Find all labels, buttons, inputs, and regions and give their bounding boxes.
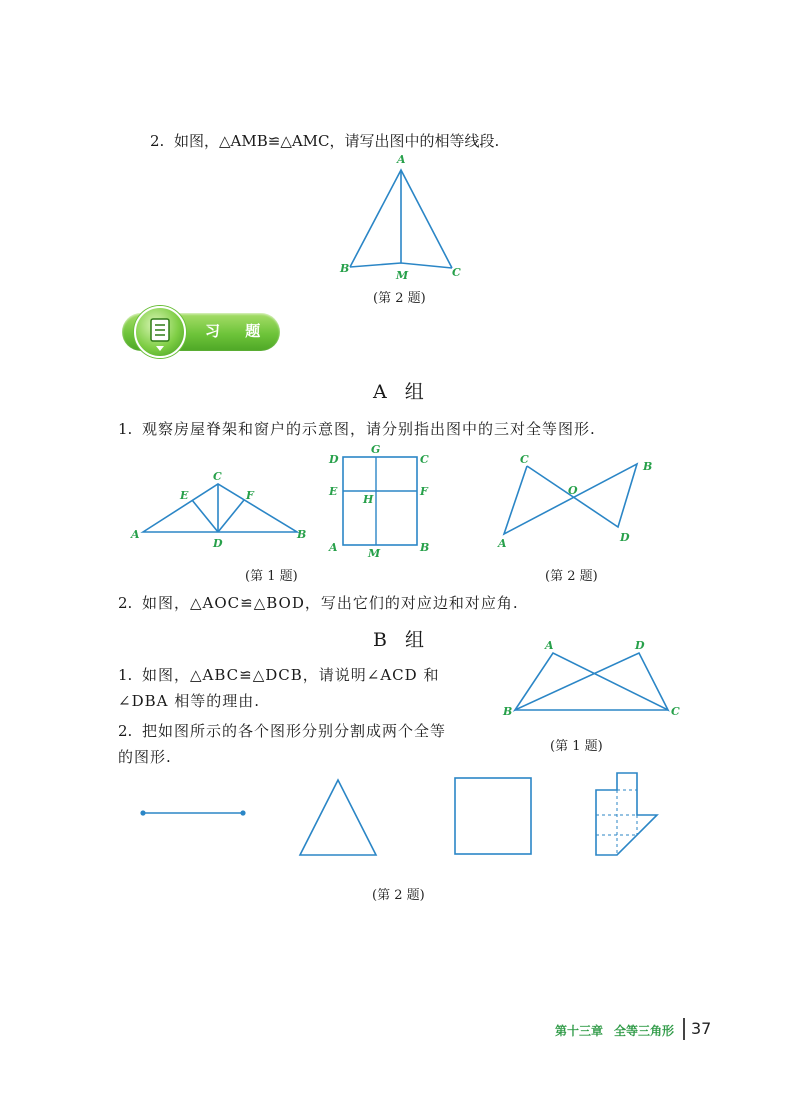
group-b-q1-number: 1.: [118, 666, 133, 684]
figure-square: [445, 770, 540, 865]
bowtie-outline: [504, 464, 637, 534]
segment-endpoint-left: [140, 810, 145, 815]
figure-triangle: [290, 772, 385, 862]
label-d: D: [635, 639, 645, 652]
segment-endpoint-right: [240, 810, 245, 815]
label-h: H: [363, 493, 374, 506]
label-b: B: [643, 460, 653, 473]
label-c: C: [520, 453, 529, 466]
footer-chapter: 第十三章: [555, 1024, 604, 1038]
label-b: B: [503, 705, 513, 718]
page-number: 37: [691, 1019, 712, 1038]
label-o: O: [568, 484, 578, 497]
square-shape: [455, 778, 531, 854]
group-b-q2-line2: 的图形.: [118, 748, 172, 766]
label-m: M: [396, 269, 409, 282]
figure-roof-truss: [125, 470, 315, 555]
label-m: M: [368, 547, 381, 560]
label-c: C: [671, 705, 680, 718]
group-b-q1-line2: ∠DBA 相等的理由.: [118, 692, 260, 710]
group-a-q2-text: 如图，△AOC≌△BOD，写出它们的对应边和对应角.: [142, 594, 519, 612]
group-b-q2-number: 2.: [118, 722, 133, 740]
group-a-q1-text: 观察房屋脊架和窗户的示意图，请分别指出图中的三对全等图形.: [142, 420, 596, 438]
problem-2-text: 如图，△AMB≌△AMC，请写出图中的相等线段.: [174, 132, 500, 150]
caption-group-a-1: (第 1 题): [245, 569, 298, 584]
notebook-icon-badge: [134, 306, 186, 358]
banner-title: 习 题: [205, 322, 271, 340]
group-b-q1-line1: 如图，△ABC≌△DCB，请说明∠ACD 和: [142, 666, 440, 684]
label-f: F: [420, 485, 428, 498]
figure-amb-amc: [330, 150, 470, 285]
label-e: E: [180, 489, 189, 502]
label-a: A: [397, 153, 406, 166]
problem-2-number: 2.: [150, 132, 165, 150]
group-a-q2-number: 2.: [118, 594, 133, 612]
label-d: D: [329, 453, 339, 466]
group-b-q2-line1: 把如图所示的各个图形分别分割成两个全等: [142, 722, 447, 740]
figure-composite: [585, 765, 670, 865]
label-d: D: [213, 537, 223, 550]
notebook-icon: [136, 308, 184, 356]
figure-abc-dcb: [498, 633, 688, 723]
caption-group-b-1: (第 1 题): [550, 739, 603, 754]
truss-df: [218, 500, 244, 532]
label-a: A: [545, 639, 554, 652]
caption-group-a-2: (第 2 题): [545, 569, 598, 584]
label-e: E: [329, 485, 338, 498]
label-b: B: [420, 541, 430, 554]
label-c: C: [452, 266, 461, 279]
group-a-q1-number: 1.: [118, 420, 133, 438]
label-b: B: [340, 262, 350, 275]
footer-divider: [683, 1018, 685, 1040]
label-a: A: [498, 537, 507, 550]
label-b: B: [297, 528, 307, 541]
label-g: G: [371, 443, 381, 456]
label-c: C: [420, 453, 429, 466]
group-b-title: B 组: [373, 629, 431, 651]
base-segment: [350, 263, 452, 268]
caption-group-b-2: (第 2 题): [372, 888, 425, 903]
label-f: F: [246, 489, 254, 502]
label-a: A: [131, 528, 140, 541]
label-a: A: [329, 541, 338, 554]
composite-grid: [596, 790, 637, 855]
group-a-title: A 组: [373, 381, 430, 403]
equilateral-triangle: [300, 780, 376, 855]
figure-crossed-quad: [515, 653, 668, 710]
caption-problem-2: (第 2 题): [373, 291, 426, 306]
figure-segment: [135, 800, 255, 830]
truss-outline: [143, 484, 297, 532]
label-d: D: [620, 531, 630, 544]
footer-chapter-title: 全等三角形: [614, 1024, 675, 1038]
truss-de: [192, 500, 218, 532]
figure-window: [322, 443, 437, 561]
composite-outline: [596, 773, 657, 855]
figure-bowtie: [490, 448, 665, 553]
label-c: C: [213, 470, 222, 483]
window-frame: [343, 457, 417, 545]
